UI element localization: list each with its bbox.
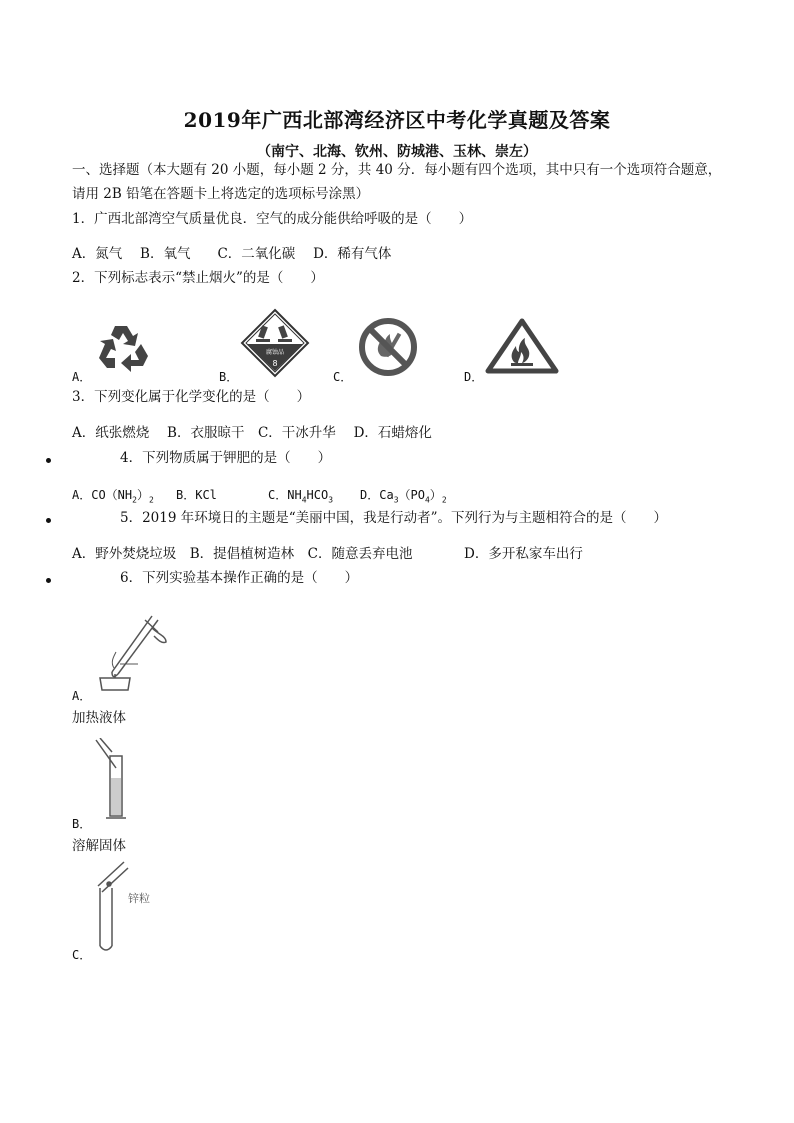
- corrosive-number: 8: [272, 359, 278, 368]
- q6-option-b-label: B．: [72, 817, 92, 831]
- test-tube-zinc-diagram: [92, 860, 132, 960]
- recycle-icon: [93, 322, 155, 382]
- flammable-icon: [485, 318, 559, 378]
- q1-options: A．氮气 B．氧气 C．二氧化碳 D．稀有气体: [72, 246, 392, 262]
- list-bullet: [46, 518, 51, 523]
- q4-stem: 4．下列物质属于钾肥的是（ ）: [120, 450, 332, 466]
- section-heading-line1: 一、选择题（本大题有 20 小题，每小题 2 分，共 40 分．每小题有四个选项，其中只有一个选项符合题意，: [72, 162, 722, 178]
- q4-option-a: A．$CO(NH_2)_2$: [72, 488, 154, 505]
- q6-caption-b: 溶解固体: [72, 838, 126, 854]
- q3-stem: 3．下列变化属于化学变化的是（ ）: [72, 389, 311, 405]
- q2-option-c-label: C．: [333, 370, 353, 384]
- q2-option-b-label: B．: [219, 370, 239, 384]
- q3-options: A．纸张燃烧 B．衣服晾干 C．干冰升华 D．石蜡熔化: [72, 425, 432, 441]
- q5-options-a-c: A．野外焚烧垃圾 B．提倡植树造林 C．随意丢弃电池: [72, 546, 413, 562]
- list-bullet: [46, 458, 51, 463]
- q6-caption-a: 加热液体: [72, 710, 126, 726]
- q1-stem: 1．广西北部湾空气质量优良．空气的成分能供给呼吸的是（ ）: [72, 211, 473, 227]
- q6-option-c-label: C．: [72, 948, 92, 962]
- q2-stem: 2．下列标志表示“禁止烟火”的是（ ）: [72, 270, 324, 286]
- q6-option-a-label: A．: [72, 689, 92, 703]
- q5-option-d: D．多开私家车出行: [464, 546, 583, 562]
- corrosive-icon: [240, 308, 310, 382]
- zinc-label: 锌粒: [128, 892, 150, 905]
- no-fire-icon: [357, 316, 419, 382]
- q4-option-c: C．$NH_4HCO_3$: [268, 488, 334, 505]
- q2-option-a-label: A．: [72, 370, 92, 384]
- q5-stem: 5．2019 年环境日的主题是“美丽中国，我是行动者”。下列行为与主题相符合的是（ ）: [120, 510, 668, 526]
- q4-option-d: D．$Ca_3(PO_4)_2$: [360, 488, 447, 505]
- list-bullet: [46, 578, 51, 583]
- graduated-cylinder-diagram: [94, 738, 134, 826]
- corrosive-label: 腐蚀品: [265, 349, 285, 356]
- section-heading-line2: 请用 2B 铅笔在答题卡上将选定的选项标号涂黑）: [72, 186, 370, 202]
- q6-stem: 6．下列实验基本操作正确的是（ ）: [120, 570, 359, 586]
- q2-option-d-label: D．: [464, 370, 484, 384]
- page-title: 2019年广西北部湾经济区中考化学真题及答案: [183, 108, 611, 132]
- page-subtitle: （南宁、北海、钦州、防城港、玉林、崇左）: [257, 144, 537, 160]
- heating-liquid-diagram: [90, 608, 170, 698]
- q4-option-b: B．KCl: [176, 488, 217, 502]
